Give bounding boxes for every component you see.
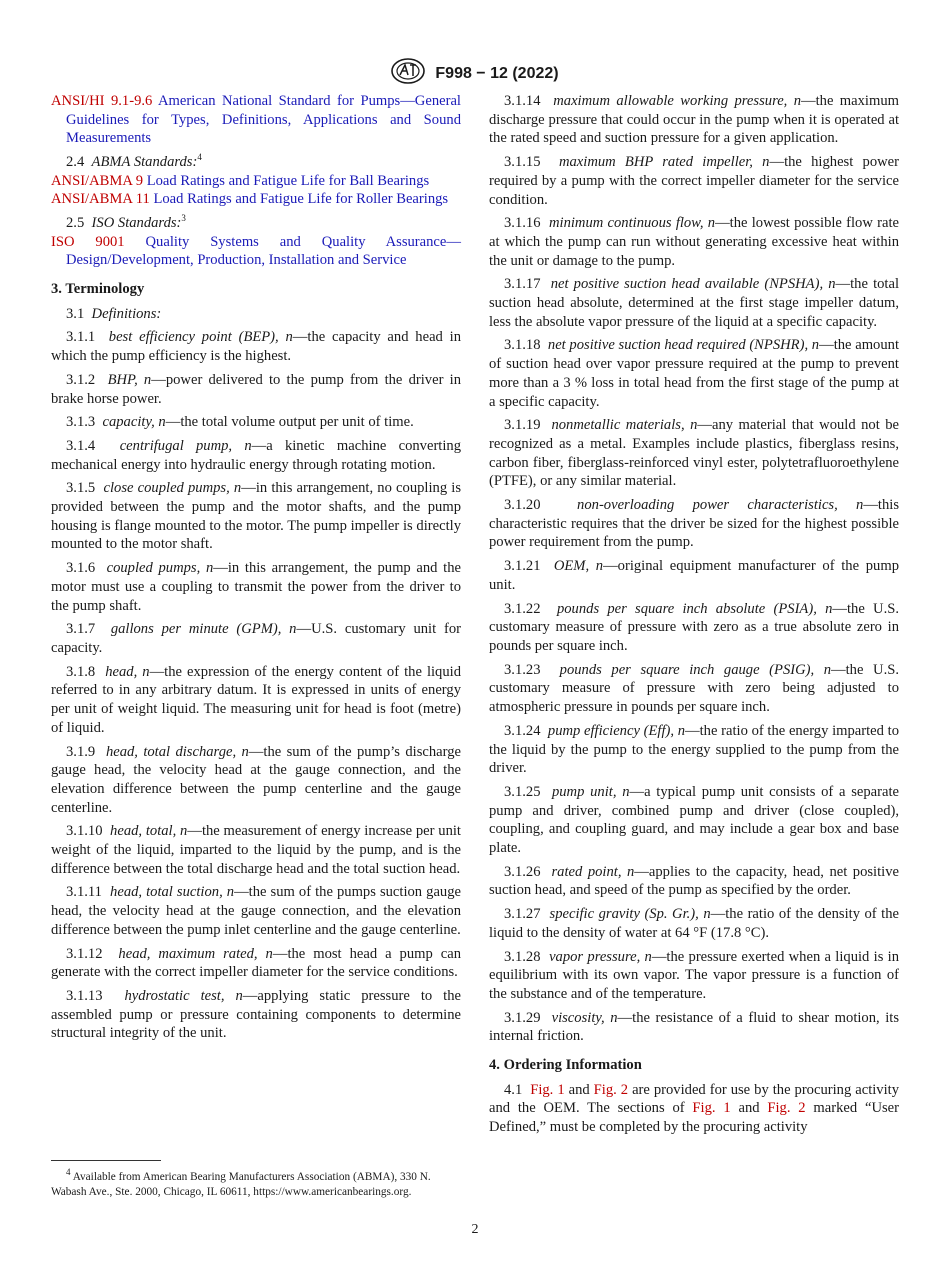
definition-number: 3.1.2: [66, 371, 96, 388]
definition-3-1-26: [489, 863, 899, 900]
definition-3-1-16: [489, 214, 899, 270]
definition-number: 3.1.15: [504, 154, 541, 171]
definition-3-1-17: [489, 275, 899, 331]
reference-iso-9001: [51, 233, 461, 270]
definition-term: viscosity, n: [551, 1009, 618, 1026]
definition-3-1-11: [51, 883, 461, 939]
reference-code[interactable]: ANSI/ABMA 11: [51, 191, 150, 208]
definition-3-1-15: [489, 153, 899, 209]
page-header: [0, 58, 950, 89]
definition-text: —the total volume output per unit of time.: [165, 414, 414, 431]
footnote-ref[interactable]: 4: [197, 152, 202, 163]
definition-term: nonmetallic materials, n: [551, 417, 698, 434]
definition-number: 3.1.9: [66, 743, 96, 760]
definition-text: —the U.S. customary measure of pressure with zero as a true absolute zero in pounds per square inch.: [489, 600, 899, 654]
definition-text: —original equipment manufacturer of the pump unit.: [489, 558, 899, 593]
definition-text: —the total suction head absolute, determined at the first stage impeller datum, less the absolute vapor pressure of the liquid at a specific capacity.: [489, 276, 900, 330]
definition-text: —in this arrangement, no coupling is provided between the pump and the motor shafts, and the pump housing is flange mounted to the motor. The pump impeller is directly mounted to the motor shaft.: [51, 480, 462, 553]
paragraph-text: are provided for use by the procuring activity and the OEM. The sections of: [489, 1081, 900, 1117]
definition-3-1-3: [51, 413, 461, 432]
definition-term: head, total discharge, n: [105, 743, 249, 760]
definition-number: 3.1.8: [66, 663, 96, 680]
definition-text: —the lowest possible flow rate at which the pump can run without generating excessive heat within the unit or damage to the pump.: [489, 215, 899, 269]
definition-term: coupled pumps, n: [106, 560, 214, 577]
definition-number: 3.1.14: [504, 93, 541, 109]
definition-number: 3.1.5: [66, 480, 96, 497]
definition-number: 3.1.3: [66, 414, 96, 431]
definition-3-1-1: [51, 328, 461, 365]
definition-3-1-20: [489, 496, 899, 552]
definition-text: —the pressure exerted when a liquid is in equilibrium with its own vapor. The vapor pressure is a function of the substance and of the temperature.: [489, 948, 900, 1002]
definition-3-1-23: [489, 661, 899, 717]
definition-text: —the expression of the energy content of the liquid referred to in any arbitrary datum. It is expressed in units of energy per unit of weight liquid. The measuring unit for head is foot (metre) of liquid.: [51, 663, 462, 736]
footnote-body: [51, 1165, 461, 1200]
definition-term: specific gravity (Sp. Gr.), n: [549, 906, 711, 923]
definition-3-1-12: [51, 945, 461, 982]
reference-title[interactable]: Quality Systems and Quality Assurance—Design/Development, Production, Installation and Service: [66, 233, 461, 269]
definition-3-1-18: [489, 336, 899, 411]
definition-term: close coupled pumps, n: [103, 480, 242, 497]
definitions-label: Definitions:: [91, 305, 162, 322]
subsection-label: ABMA Standards:: [91, 153, 198, 170]
page-number: 2: [471, 1222, 479, 1237]
definition-number: 3.1.24: [504, 722, 541, 739]
subsection-number: 2.5: [66, 214, 85, 231]
definition-term: pounds per square inch absolute (PSIA), n: [556, 600, 833, 617]
definition-number: 3.1.28: [504, 948, 541, 965]
definition-text: —the U.S. customary measure of pressure with zero being adjusted to atmospheric pressure in pounds per square inch.: [489, 661, 899, 716]
definition-number: 3.1.20: [504, 497, 541, 514]
definition-term: head, maximum rated, n: [118, 945, 273, 962]
definition-term: minimum continuous flow, n: [548, 215, 716, 232]
definition-term: rated point, n: [551, 863, 635, 880]
definition-number: 3.1.19: [504, 417, 541, 434]
definition-term: centrifugal pump, n: [119, 437, 252, 454]
definition-term: non-overloading power characteristics, n: [577, 497, 864, 514]
definition-term: maximum BHP rated impeller, n: [558, 154, 770, 171]
definition-3-1-4: [51, 437, 461, 474]
reference-title[interactable]: Load Ratings and Fatigue Life for Roller Bearings: [153, 191, 449, 208]
reference-title[interactable]: American National Standard for Pumps—General Guidelines for Types, Definitions, Applications and Sound Measurements: [66, 93, 461, 147]
definition-3-1-5: [51, 479, 461, 554]
reference-abma-11: [51, 190, 461, 209]
definition-text: —in this arrangement, the pump and the motor must use a coupling to transmit the power from the driver to the pump shaft.: [51, 560, 462, 614]
paragraph-text: marked “User Defined,” must be completed by the procuring activity: [489, 1100, 900, 1136]
definition-3-1-27: [489, 905, 899, 942]
right-column: [489, 92, 899, 1142]
subsection-label: ISO Standards:: [91, 214, 182, 231]
definition-3-1-24: [489, 722, 899, 778]
definition-text: —the ratio of the energy imparted to the liquid by the pump to the energy supplied to the pump from the driver.: [489, 722, 900, 777]
definition-term: OEM, n: [553, 558, 604, 575]
definition-text: —power delivered to the pump from the driver in brake horse power.: [51, 371, 461, 407]
definition-3-1-6: [51, 559, 461, 615]
definition-text: —a typical pump unit consists of a separate pump and driver, combined pump and driver (close coupled), coupling, and coupling guard, and may include a gear box and base plate.: [489, 783, 900, 857]
definition-number: 3.1.16: [504, 215, 541, 232]
astm-logo-icon: [391, 58, 425, 89]
definition-term: head, total, n: [110, 823, 188, 840]
definition-text: —the capacity and head in which the pump efficiency is the highest.: [51, 329, 461, 365]
definition-term: head, total suction, n: [110, 884, 235, 901]
definition-3-1-28: [489, 948, 899, 1004]
definition-3-1-21: [489, 557, 899, 594]
definition-term: vapor pressure, n: [549, 948, 652, 965]
definition-number: 3.1.10: [66, 823, 103, 840]
definition-text: —the sum of the pump’s discharge gauge head, the velocity head at the gauge connection, and the elevation difference between the pump centerline and the gauge centerline.: [51, 743, 462, 816]
definition-3-1-8: [51, 663, 461, 738]
definition-number: 3.1.18: [504, 337, 541, 354]
definition-number: 3.1.7: [66, 621, 96, 638]
definition-number: 3.1.12: [66, 945, 103, 962]
definition-text: —this characteristic requires that the driver be sized for the highest possible power requirement from the pump.: [489, 497, 900, 551]
footnote-divider: [51, 1160, 161, 1161]
reference-ansi-hi: [51, 92, 461, 148]
definition-term: BHP, n: [107, 371, 152, 388]
definition-3-1-14: [489, 92, 899, 148]
definition-text: —applies to the capacity, head, net positive suction head, and speed of the pump as specified by the order.: [489, 863, 899, 899]
figure-1-link[interactable]: Fig. 1: [692, 1100, 731, 1117]
definition-number: 3.1.4: [66, 437, 96, 454]
definition-term: capacity, n: [102, 414, 166, 431]
definition-3-1-29: [489, 1009, 899, 1046]
definition-text: —the resistance of a fluid to shear motion, its internal friction.: [489, 1009, 900, 1045]
left-column: [51, 92, 461, 1048]
definition-number: 3.1.13: [66, 987, 103, 1004]
reference-abma-9: [51, 172, 461, 191]
definition-term: maximum allowable working pressure, n: [553, 93, 801, 109]
definition-text: —the sum of the pumps suction gauge head, the velocity head at the gauge connection, and the elevation difference between the pump inlet centerline and the gauge centerline.: [51, 884, 461, 938]
definition-number: 3.1.27: [504, 906, 541, 923]
reference-title[interactable]: Load Ratings and Fatigue Life for Ball Bearings: [146, 172, 430, 189]
paragraph-number: 3.1: [66, 305, 85, 322]
section-heading-terminology: 3. Terminology: [51, 281, 145, 298]
definition-3-1-13: [51, 987, 461, 1043]
definition-3-1-10: [51, 822, 461, 878]
section-heading-ordering-information: 4. Ordering Information: [489, 1057, 642, 1074]
document-designation: F998 − 12 (2022): [435, 64, 559, 82]
definition-3-1-22: [489, 600, 899, 656]
subsection-number: 2.4: [66, 153, 85, 170]
definition-3-1-19: [489, 416, 899, 491]
definition-term: hydrostatic test, n: [124, 987, 243, 1004]
definition-term: net positive suction head required (NPSHR), n: [547, 337, 820, 354]
paragraph-number: 4.1: [504, 1081, 523, 1098]
conjunction-text: and: [568, 1081, 590, 1098]
reference-code[interactable]: ANSI/ABMA 9: [51, 172, 144, 189]
definition-text: —the ratio of the density of the liquid to the density of water at 64 °F (17.8 °C).: [489, 906, 900, 941]
footnote-ref[interactable]: 3: [181, 213, 186, 224]
definition-text: —the maximum discharge pressure that could occur in the pump when it is operated at the rated speed and suction pressure for a given application.: [489, 93, 899, 147]
definition-text: —applying static pressure to the assembled pump or pressure containing components to determine structural integrity of the unit.: [51, 987, 461, 1042]
reference-code[interactable]: ISO 9001: [51, 233, 125, 250]
definition-term: net positive suction head available (NPSHA), n: [550, 276, 836, 293]
footnote: [51, 1160, 461, 1200]
definition-term: best efficiency point (BEP), n: [108, 329, 293, 346]
definition-text: —the highest power required by a pump with the correct impeller diameter for the service condition.: [489, 154, 899, 208]
paragraph-4-1: [489, 1081, 899, 1137]
definition-number: 3.1.26: [504, 863, 541, 880]
definition-text: —a kinetic machine converting mechanical energy into hydraulic energy through rotating motion.: [51, 437, 462, 473]
definition-number: 3.1.23: [504, 661, 541, 678]
definitions-intro: [51, 305, 461, 324]
definition-text: —the most head a pump can generate with the correct impeller diameter for the service conditions.: [51, 945, 461, 981]
definition-text: —U.S. customary unit for capacity.: [51, 621, 461, 656]
reference-code[interactable]: ANSI/HI 9.1-9.6: [51, 93, 153, 109]
definition-term: pounds per square inch gauge (PSIG), n: [559, 661, 832, 678]
definition-number: 3.1.17: [504, 276, 541, 293]
definition-number: 3.1.29: [504, 1009, 541, 1026]
figure-1-link[interactable]: Fig. 1: [530, 1081, 565, 1098]
definition-3-1-7: [51, 620, 461, 657]
definition-number: 3.1.25: [504, 783, 541, 800]
definition-3-1-25: [489, 783, 899, 858]
definition-number: 3.1.21: [504, 558, 541, 575]
subsection-2-5: [51, 209, 461, 233]
definition-number: 3.1.6: [66, 560, 96, 577]
definition-3-1-9: [51, 743, 461, 818]
definition-term: pump unit, n: [551, 783, 630, 800]
figure-2-link[interactable]: Fig. 2: [767, 1100, 806, 1117]
definition-text: —the measurement of energy increase per unit weight of the liquid, imparted to the liquid by the pump, and is the difference between the total discharge head and the total suction head.: [51, 823, 461, 877]
definition-term: pump efficiency (Eff), n: [547, 722, 686, 739]
definition-number: 3.1.11: [66, 884, 102, 901]
figure-2-link[interactable]: Fig. 2: [593, 1081, 629, 1098]
subsection-2-4: [51, 148, 461, 172]
definition-number: 3.1.22: [504, 600, 541, 617]
definition-term: head, n: [105, 663, 150, 680]
footnote-mark: 4: [66, 1167, 71, 1177]
definition-text: —the amount of suction head over vapor pressure required at the pump to prevent more than a 3 % loss in total head from the first stage of the pump at a specific capacity.: [489, 337, 899, 410]
conjunction-text: and: [738, 1100, 760, 1117]
definition-number: 3.1.1: [66, 329, 96, 346]
footnote-text: Available from American Bearing Manufacturers Association (ABMA), 330 N. Wabash Ave., Ste. 2000, Chicago, IL 60611, https://www.americanbearings.org.: [51, 1170, 431, 1198]
definition-text: —any material that would not be recognized as a metal. Examples include plastics, fiberglass resins, carbon fiber, fiberglass-reinforced vinyl ester, polytetrafluoroethylene (PTFE), or any similar material.: [489, 417, 900, 490]
definition-3-1-2: [51, 371, 461, 408]
definition-term: gallons per minute (GPM), n: [110, 621, 297, 638]
